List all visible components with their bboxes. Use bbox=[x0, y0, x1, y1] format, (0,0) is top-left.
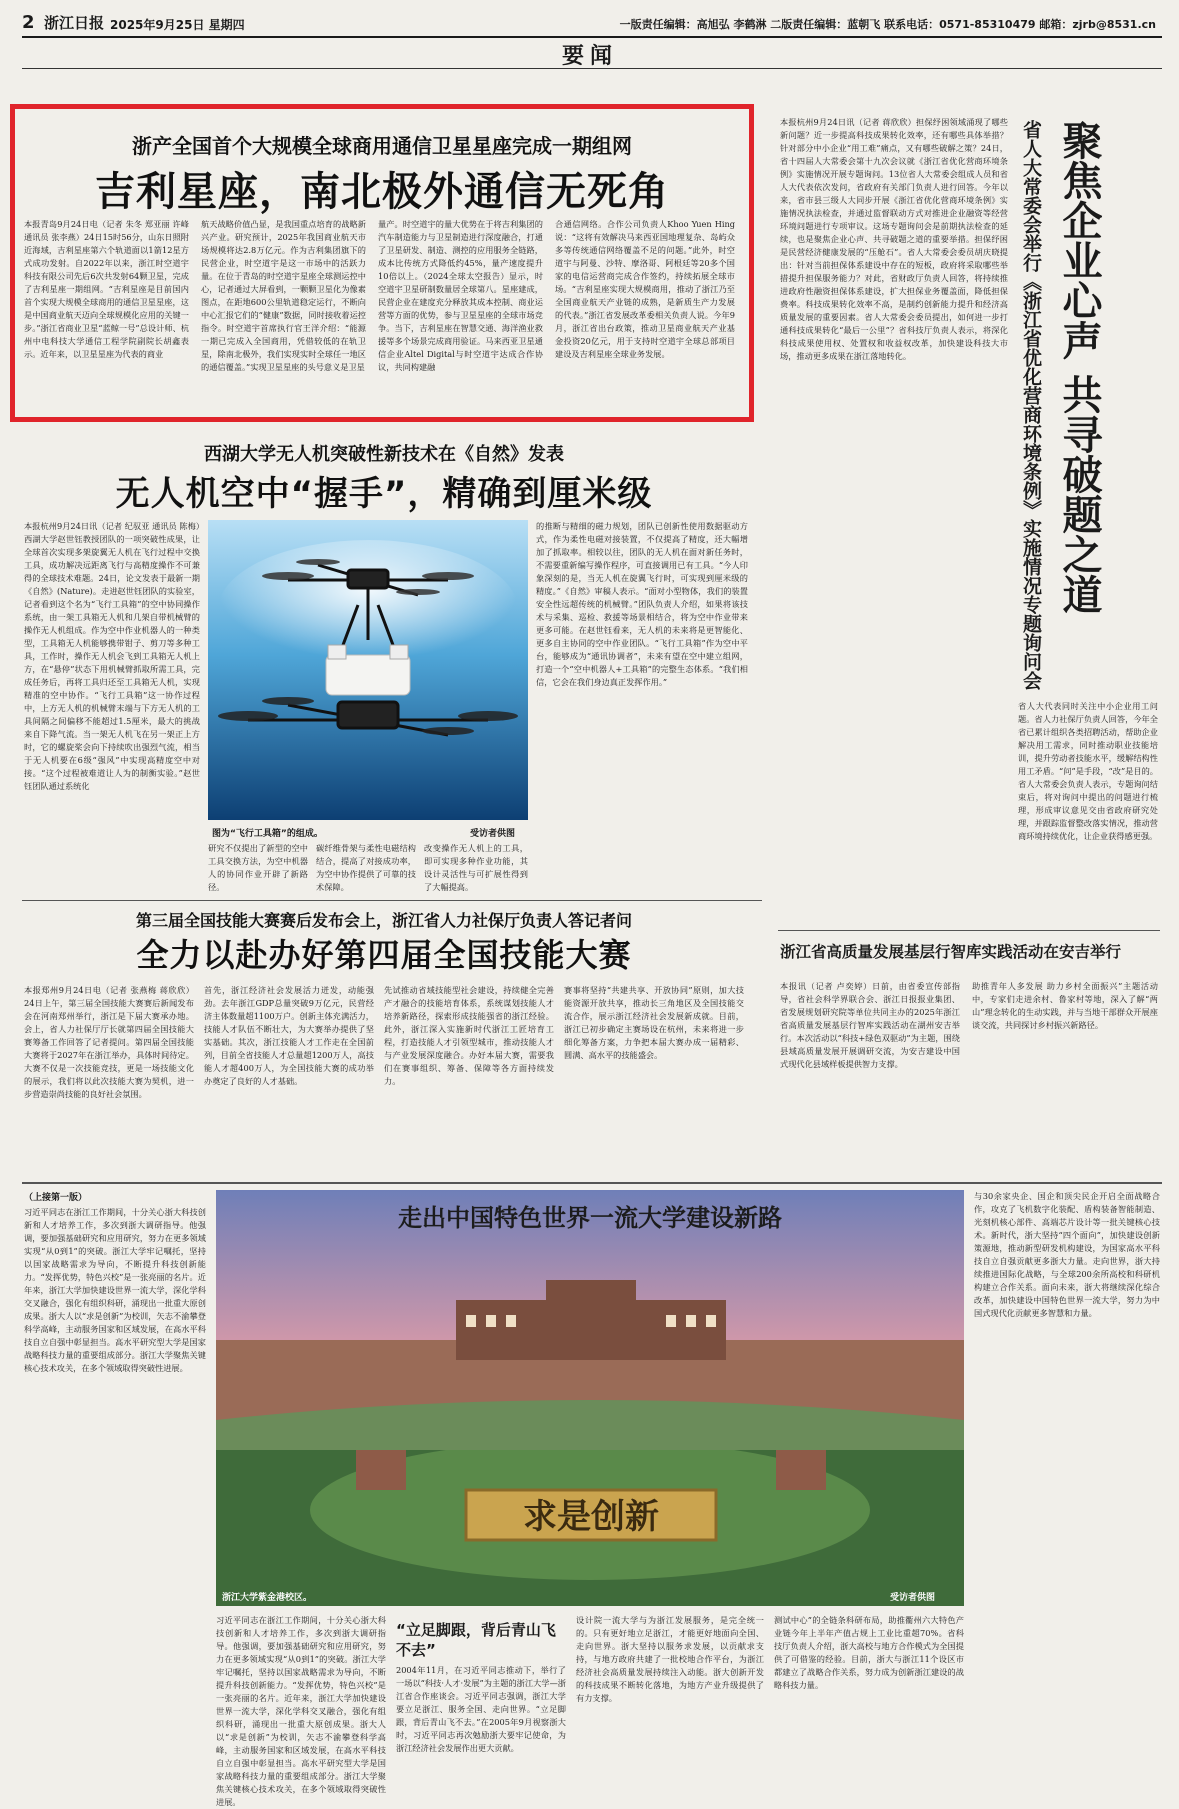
article3-column: 先试推动省域技能型社会建设，持续健全完善产才融合的技能培育体系，系统谋划技能人才培养新路径，探索形成技能强省的浙江经验。此外，浙江深入实施新时代浙江工匠培育工程，打造技能人才引领型城市，推动技能人才与产业发展深度融合。办好本届大赛，需要我们在赛事组织、筹备、保障等各方面持续发力。 bbox=[384, 985, 554, 1086]
drone-photo-credit: 受访者供图 bbox=[470, 829, 516, 839]
article1-headline: 吉利星座，南北极外通信无死角 bbox=[95, 169, 669, 215]
article4-column: 本报讯（记者 卢奕婷）日前，由省委宣传部指导，省社会科学界联合会、浙江日报报业集团、省发展规划研究院等单位共同主办的2025年浙江省高质量发展基层行智库实践活动在湖州安吉举行。本次活动以“科技+绿色双驱动”为主题，围绕县域高质量发展开展调研交流，为安吉建设中国式现代化县域样板提供智力支撑。 bbox=[780, 981, 960, 1069]
article4-title: 浙江省高质量发展基层行智库实践活动在安吉举行 bbox=[780, 943, 1122, 961]
article2-column: 的推断与精细的磁力规划，团队已创新性使用数据驱动方式，作为柔性电磁对接装置，不仅提高了精度，还大幅增加了抓取率。相较以往，团队的无人机在面对新任务时，不需要重新编写操作程序，可直接调用已有工具。“今人印象深刻的是，当无人机在旋翼飞行时，可实现到厘米级的精度。”《自然》审稿人表示。“面对小型物体，我们的装置安全性远超传统的机械臂。”团队负责人介绍，如果将该技术与采集、巡检、救援等场景相结合，将为空中作业带来更多可能。在赵世钰看来，无人机的未来将是更智能化、更多自主协同的空中作业团队。“飞行工具箱”作为空中平台，能够成为“通讯协调者”，未来有望在空中建立组网，打造一个“空中机器人+工具箱”的完整生态体系。“我们相信，它会在我们身边真正发挥作用。” bbox=[536, 521, 748, 687]
article3-column: 赛事将坚持“共建共享、开放协同”原则，加大技能资源开放共享，推动长三角地区及全国技能交流合作，展示浙江经济社会发展新成就。目前，浙江已初步确定主赛场设在杭州，未来将进一步细化筹备方案，力争把本届大赛办成一届精彩、圆满、高水平的技能盛会。 bbox=[564, 985, 744, 1060]
article1-column: 合通信网络。合作公司负责人Khoo Yuen Hing说：“这将有效解决马来西亚国地理复杂、岛屿众多等传统通信网络覆盖不足的问题。”此外，时空道宇与阿曼、沙特、摩洛哥、阿根廷等20多个国家的电信运营商完成合作签约，持续拓展全球市场。“吉利星座实现大规模商用，推动了浙江乃至全国商业航天产业链的成熟，是新质生产力发展的代表。”浙江省发展改革委相关负责人说。今年9月，浙江省出台政策，推动卫星商业航天产业基金投资20亿元，用于支持时空道宇全球总部项目建设及吉利星座全球业务发展。 bbox=[555, 219, 735, 359]
masthead: 浙江日报 bbox=[44, 14, 105, 32]
article1-column: 航天战略价值凸显，是我国重点培育的战略新兴产业。研究预计，2025年我国商业航天市场规模将达2.8万亿元。作为吉利集团旗下的民营企业，时空道宇是这一市场中的活跃力量。在位于青岛的时空道宇星座全球测运控中心，记者通过大屏看到，一颗颗卫星化为像素图点，在距地600公里轨道稳定运行，不断向中心汇报它们的“健康”数据，同时接收着运控指令。时空道宇首席执行官王洋介绍：“能源一期已完成入全国商用，凭借较低的在轨卫星，除南北极外，我们实现实时全球任一地区的通信覆盖。”实现卫星星座的头号意义是卫星 bbox=[201, 219, 366, 372]
sidebar-column: 省人大代表同时关注中小企业用工问题。省人力社保厅负责人回答，今年全省已累计组织各类招聘活动，帮助企业解决用工需求，同时推动职业技能培训，提升劳动者技能水平，缓解结构性用工矛盾。“问”是手段，“改”是目的。省人大常委会负责人表示，专题询问结束后，将对询问中提出的问题进行梳理，形成审议意见交由省政府研究处理，并跟踪监督整改落实情况，推动营商环境持续优化，让企业获得感更强。 bbox=[1018, 701, 1158, 841]
article4-column: 助推青年人多发展 助力乡村全面振兴”主题活动中，专家们走进余村、鲁家村等地，深入了解“两山”理念转化的生动实践，并与当地干部群众开展座谈交流，共同探讨乡村振兴新路径。 bbox=[972, 981, 1158, 1030]
campus-illustration bbox=[216, 1190, 964, 1606]
article5-column: 与30余家央企、国企和顶尖民企开启全面战略合作，攻克了飞机数字化装配、盾构装备智能制造、光刻机核心部件、高端芯片设计等一批关键核心技术。新时代，浙大坚持“四个面向”，加快建设创新策源地，推动新型研发机构建设，为国家高水平科技自立自强贡献更多浙大力量。走向世界，浙大持续推进国际化战略，与全球200余所高校和科研机构建立合作关系。面向未来，浙大将继续深化综合改革，加快建设中国特色世界一流大学，努力为中国式现代化贡献更多智慧和力量。 bbox=[974, 1191, 1160, 1318]
article2-column: 碳纤维骨架与柔性电磁结构结合，提高了对接成功率，为空中协作提供了可靠的技术保障。 bbox=[316, 843, 416, 892]
divider bbox=[778, 930, 1160, 931]
section-header bbox=[22, 36, 1162, 69]
article1-column: 量产。时空道宇的量大优势在于将吉利集团的汽车制造能力与卫星制造进行深度融合，打通了卫星研发、制造、测控的应用服务全链路，成本比传统方式降低约45%，量产速度提升10倍以上。（2024全球太空报告）显示，时空道宇卫星研制数量居全球第八。星座建成，民营企业在建度充分释放其成本控制、商业运营等方面的优势，参与卫星星座的全球市场竞争。当下，吉利星座在智慧交通、海洋渔业救援等多个场景完成商用验证。马来西亚卫星通信企业Altel Digital与时空道宇达成合作协议，共同构建融 bbox=[378, 219, 543, 372]
campus-photo-caption: 浙江大学紫金港校区。 bbox=[222, 1593, 313, 1603]
article5-column: 2004年11月，在习近平同志推动下，举行了一场以“科技·人才·发展”为主题的浙江大学—浙江省合作座谈会。习近平同志强调，浙江大学要立足浙江、服务全国、走向世界。“立足脚跟，背后青山飞不去。”在2005年9月视察浙大时，习近平同志再次勉励浙大要牢记使命，为浙江经济社会发展作出更大贡献。 bbox=[396, 1665, 566, 1753]
article5-column: 习近平同志在浙江工作期间，十分关心浙大科技创新和人才培养工作，多次到浙大调研指导。他强调，要加强基础研究和应用研究，努力在更多领域实现“从0到1”的突破。浙江大学牢记嘱托，坚持以国家战略需求为导向，不断提升科技创新能力。“发挥优势，特色兴校”是一张亮丽的名片。近年来，浙江大学加快建设世界一流大学，深化学科交叉融合，强化有组织科研，涌现出一批重大原创成果。浙大人以“求是创新”为校训，矢志不渝攀登科学高峰，主动服务国家和区域发展，在高水平科技自立自强中彰显担当。高水平研究型大学是国家战略科技力量的重要组成部分。浙江大学聚焦关键核心技术攻关，在多个领域取得突破性进展。 bbox=[24, 1207, 206, 1373]
campus-motto: 求是创新 bbox=[523, 1497, 659, 1537]
article2-kicker: 西湖大学无人机突破性新技术在《自然》发表 bbox=[204, 444, 564, 465]
article5-column: 习近平同志在浙江工作期间，十分关心浙大科技创新和人才培养工作，多次到浙大调研指导。他强调，要加强基础研究和应用研究，努力在更多领域实现“从0到1”的突破。浙江大学牢记嘱托，坚持以国家战略需求为导向，不断提升科技创新能力。“发挥优势，特色兴校”是一张亮丽的名片。近年来，浙江大学加快建设世界一流大学，深化学科交叉融合，强化有组织科研，涌现出一批重大原创成果。浙大人以“求是创新”为校训，矢志不渝攀登科学高峰，主动服务国家和区域发展，在高水平科技自立自强中彰显担当。高水平研究型大学是国家战略科技力量的重要组成部分。浙江大学聚焦关键核心技术攻关，在多个领域取得突破性进展。 bbox=[216, 1615, 386, 1807]
drone-photo-caption: 图为“飞行工具箱”的组成。 bbox=[212, 829, 323, 839]
article2-headline: 无人机空中“握手”，精确到厘米级 bbox=[115, 474, 653, 514]
sidebar-column: 本报杭州9月24日讯（记者 蒋欣欣）担保纾困领域涌现了哪些新问题？近一步提高科技成果转化效率，还有哪些具体举措？针对部分中小企业“用工难”痛点，又有哪些破解之策？24日，省十四届人大常委会第十九次会议就《浙江省优化营商环境条例》实施情况开展专题询问。13位省人大常委会组成人员和省人大代表依次发问，省政府有关部门负责人进行回答。今年以来，省市县三级人大同步开展《浙江省优化营商环境条例》实施情况执法检查，并通过监督联动方式对推进企业融资等经营环境问题进行专项审议。这场专题询问会是前期执法检查的延续，也是聚焦企业心声、共寻破题之道的重要举措。担保纾困是民营经济健康发展的“压舱石”。省人大常委会委员胡庆晓提出：针对当前担保体系建设中存在的短板，政府将采取哪些举措提升担保服务能力？对此，省财政厅负责人回答，将持续推进政府性融资担保体系建设，扩大担保业务覆盖面，降低担保费率。科技成果转化效率不高，是制约创新能力提升和经济高质量发展的重要因素。省人大常委会委员提出，如何进一步打通科技成果转化“最后一公里”？省科技厅负责人表示，将深化科技成果使用权、处置权和收益权改革，加快建设科技大市场，推动更多成果在浙江落地转化。 bbox=[780, 117, 1008, 361]
article5-column: 测试中心”的全链条科研布局，助推衢州六大特色产业链今年上半年产值占规上工业比重超70%。省科技厅负责人介绍，浙大高校与地方合作模式为全国提供了可借鉴的经验。目前，浙大与浙江11个设区市都建立了战略合作关系，努力成为创新浙江建设的战略科技力量。 bbox=[774, 1615, 964, 1690]
article3-kicker: 第三届全国技能大赛赛后发布会上，浙江省人力社保厅负责人答记者问 bbox=[135, 911, 632, 930]
page-number: 2 bbox=[22, 12, 35, 33]
article1-kicker: 浙产全国首个大规模全球商用通信卫星星座完成一期组网 bbox=[132, 134, 632, 158]
divider bbox=[22, 1182, 1162, 1184]
sidebar-headline-vertical: 聚焦企业心声 共寻破题之道 bbox=[1056, 120, 1102, 614]
drone-illustration bbox=[208, 520, 528, 820]
article3-column: 本报郑州9月24日电（记者 张燕梅 蒋欣欣）24日上午，第三届全国技能大赛赛后新闻发布会在河南郑州举行，浙江是下届大赛承办地。会上，省人力社保厅厅长就第四届全国技能大赛筹备工作回答了记者提问。第四届全国技能大赛将于2027年在浙江举办，具体时间待定。大赛不仅是一次技能竞技，更是一场技能文化的展示，我们将以此次技能大赛为契机，进一步营造崇尚技能的良好社会氛围。 bbox=[24, 985, 194, 1099]
article5-column: 设计院一流大学与为浙江发展服务，是完全统一的。只有更好地立足浙江，才能更好地面向全国、走向世界。浙大坚持以服务求发展，以贡献求支持，与地方政府共建了一批校地合作平台，为浙江经济社会高质量发展持续注入动能。浙大创新开发的科技成果不断转化落地，为地方产业升级提供了有力支撑。 bbox=[576, 1615, 764, 1703]
continued-note: （上接第一版） bbox=[24, 1193, 88, 1203]
article3-headline: 全力以赴办好第四届全国技能大赛 bbox=[136, 936, 632, 974]
article2-column: 研究不仅提出了新型的空中工具交换方法，为空中机器人的协同作业开辟了新路径。 bbox=[208, 843, 308, 892]
article2-column: 改变操作无人机上的工具，即可实现多种作业功能，其设计灵活性与可扩展性得到了大幅提高。 bbox=[424, 843, 528, 892]
campus-banner-title: 走出中国特色世界一流大学建设新路 bbox=[398, 1204, 782, 1232]
campus-photo-credit: 受访者供图 bbox=[890, 1593, 936, 1603]
divider bbox=[22, 900, 762, 901]
article3-column: 首先，浙江经济社会发展活力迸发，动能强劲。去年浙江GDP总量突破9万亿元，民营经济主体数量超1100万户。创新主体充满活力，技能人才队伍不断壮大，为大赛举办提供了坚实基础。其次，浙江技能人才工作走在全国前列，目前全省技能人才总量超1200万人，高技能人才超400万人，为全国技能大赛的成功举办奠定了良好的人才基础。 bbox=[204, 985, 374, 1086]
editors-line: 一版责任编辑：高旭弘 李鹤淋 二版责任编辑：蓝朝飞 联系电话：0571-85310479 邮箱：zjrb@8531.cn bbox=[619, 18, 1156, 31]
drone-photo bbox=[208, 520, 528, 820]
page-header bbox=[22, 8, 1162, 38]
article2-column: 本报杭州9月24日讯（记者 纪驭亚 通讯员 陈梅）西湖大学赵世钰教授团队的一项突破性成果，让全球首次实现多架旋翼无人机在飞行过程中交换工具，成功解决远距离飞行与高精度操作不可兼得的全球技术难题。24日，论文发表于最新一期《自然》(Nature)。走进赵世钰团队的实验室，记者看到这个名为“飞行工具箱”的空中协同操作系统，由一架工具箱无人机和几架自带机械臂的操作无人机组成。作为空中作业机器人的一种类型，工具箱无人机能够携带钳子、剪刀等多种工具，工作时，操作无人机会飞到工具箱无人机上方，在“悬停”状态下用机械臂抓取所需工具，完成任务后，再将工具归还至工具箱无人机，实现精准的空中协作。“飞行工具箱”这一协作过程中，上方无人机的机械臂末端与下方无人机的工具间隔之间偏移不能超过1.5厘米，最大的挑战来自下降气流。当一架无人机飞在另一架正上方时，它的螺旋桨会向下持续吹出强烈气流，相当于无人机要在6级“强风”中实现高精度空中对接。“这个过程被难道让人为的制衡实验。”赵世钰团队通过系统化 bbox=[24, 521, 200, 791]
campus-photo bbox=[216, 1190, 964, 1606]
section-title: 要闻 bbox=[562, 43, 619, 69]
article1-column: 本报青岛9月24日电（记者 朱冬 郑亚丽 许峰 通讯员 张李燕）24日15时56分，山东日照附近海域，吉利星座第六个轨道面以1箭12星方式成功发射。自2022年以来，浙江时空道宇科技有限公司先后6次共发射64颗卫星，完成了吉利星座一期组网。“吉利星座是目前国内首个实现大规模全球商用的通信卫星星座，这是中国商业航天迈向全球规模化应用的关键一步。”浙江省商业卫星“蓝鲸一号”总设计师、杭州中电科技大学通信工程学院副院长胡鑫表示。近年来，以卫星星座为代表的商业 bbox=[24, 219, 189, 359]
article5-subhead: “立足脚跟，背后青山飞不去” bbox=[396, 1621, 556, 1659]
issue-date: 2025年9月25日 星期四 bbox=[110, 18, 245, 32]
sidebar-kicker-vertical: 省人大常委会举行《浙江省优化营商环境条例》实施情况专题询问会 bbox=[1020, 120, 1042, 690]
